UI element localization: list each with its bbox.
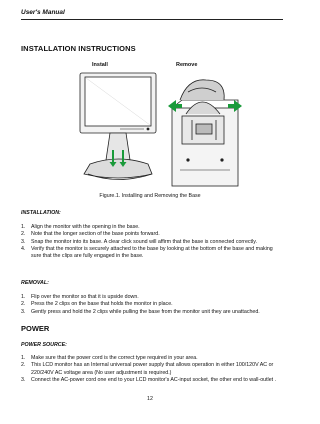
list-item: 3. Connect the AC-power cord one end to your LCD monitor's AC-input socket, the other end to wall-outlet . — [21, 376, 277, 383]
list-item: 2. This LCD monitor has an Internal universal power supply that allows operation in either 100/120V AC or 220/240V AC voltage area (No user adjustment is required.) — [21, 362, 274, 376]
figure-caption: Figure.1. Installing and Removing the Base — [99, 193, 201, 199]
page-number: 12 — [147, 396, 153, 402]
header-rule — [21, 19, 283, 20]
running-header: User's Manual — [21, 9, 65, 16]
list-item: 2. Press the 2 clips on the base that holds the monitor in place. — [21, 301, 173, 308]
removal-title: REMOVAL: — [21, 280, 49, 286]
list-item: 3. Snap the monitor into its base. A clear click sound will affirm that the base is connected correctly. — [21, 238, 257, 245]
power-steps — [21, 355, 283, 384]
installation-title: INSTALLATION: — [21, 210, 61, 216]
list-item: 1. Flip over the monitor so that it is upside down. — [21, 294, 139, 300]
list-item: 1. Align the monitor with the opening in the base. — [21, 224, 140, 230]
power-heading: POWER — [21, 324, 50, 333]
power-source-title: POWER SOURCE: — [21, 342, 67, 348]
list-item: 4. Verify that the monitor is securely attached to the base by looking at the bottom of the base and making sure that the clips are fully engaged in the base. — [21, 245, 273, 260]
list-item: 3. Gently press and hold the 2 clips while pulling the base from the monitor unit they are unattached. — [21, 308, 260, 315]
list-item: 1. Make sure that the power cord is the correct type required in your area. — [21, 355, 198, 361]
list-item: 2. Note that the longer section of the base points forward. — [21, 231, 160, 238]
page-title: INSTALLATION INSTRUCTIONS — [21, 44, 136, 53]
install-label: Install — [92, 62, 108, 68]
installation-steps — [21, 224, 283, 260]
install-illustration — [76, 70, 160, 188]
removal-steps — [21, 294, 283, 316]
remove-illustration — [158, 70, 242, 188]
remove-label: Remove — [176, 62, 198, 68]
